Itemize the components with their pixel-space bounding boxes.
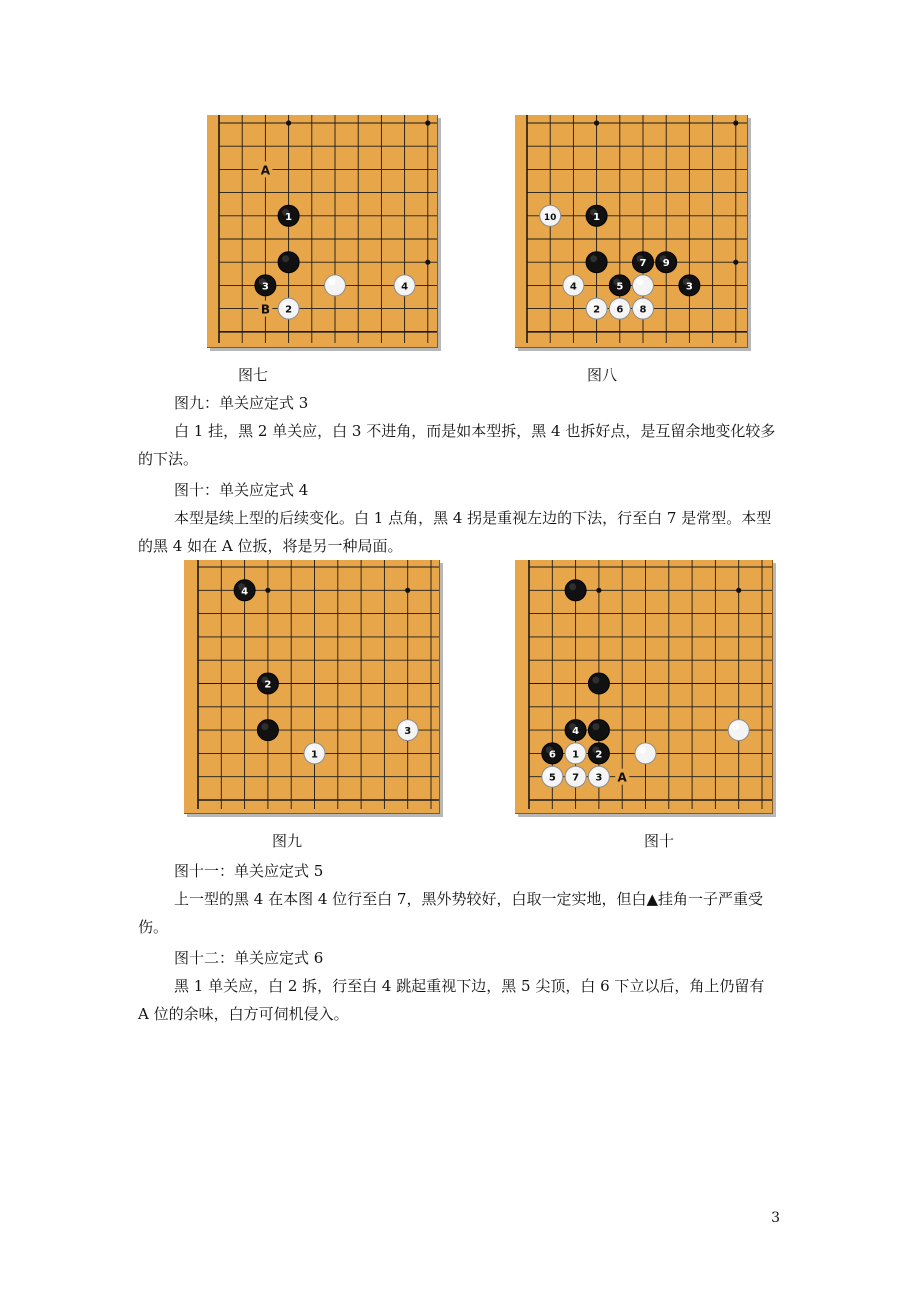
stone-move-number: 5 [616, 281, 624, 293]
board-svg [184, 560, 439, 813]
stone-highlight [639, 746, 646, 753]
white-stone [633, 275, 654, 296]
stone-move-number: 2 [595, 749, 603, 761]
star-point [265, 588, 270, 593]
stone-move-number: 4 [572, 726, 580, 738]
black-stone [565, 580, 586, 601]
board-svg [515, 115, 747, 347]
stone-move-number: 9 [662, 258, 670, 270]
stone-move-number: 4 [569, 281, 577, 293]
stone-highlight [261, 723, 268, 730]
stone-move-number: 1 [285, 211, 293, 223]
star-point [405, 588, 410, 593]
stone-highlight [569, 583, 576, 590]
stone-move-number: 3 [261, 281, 269, 293]
star-point [733, 260, 738, 265]
stone-move-number: 3 [685, 281, 693, 293]
stone-move-number: 3 [404, 726, 412, 738]
white-stone [728, 720, 749, 741]
star-point [425, 120, 430, 125]
stone-move-number: 1 [593, 211, 601, 223]
board-mark-label: A [260, 163, 271, 178]
white-stone [635, 743, 656, 764]
white-stone [325, 275, 346, 296]
black-stone [278, 252, 299, 273]
stone-highlight [329, 278, 336, 285]
stone-move-number: 7 [572, 772, 580, 784]
heading-figure-11: 图十一：单关应定式 5 [174, 862, 324, 880]
stone-move-number: 4 [401, 281, 409, 293]
paragraph-figure-12: 黑 1 单关应，白 2 拆，行至白 4 跳起重视下边，黑 5 尖顶，白 6 下立以后，角上仍留有 A 位的余味，白方可伺机侵入。 [138, 977, 765, 1023]
figure-7-caption: 图七 [238, 366, 269, 384]
page-number: 3 [771, 1210, 780, 1226]
stone-move-number: 6 [548, 749, 556, 761]
board-mark-label: A [617, 770, 627, 785]
stone-highlight [732, 723, 739, 730]
stone-move-number: 6 [616, 304, 624, 316]
stone-move-number: 5 [548, 772, 556, 784]
star-point [733, 120, 738, 125]
board-mark-label: B [260, 302, 270, 317]
paragraph-figure-11: 上一型的黑 4 在本图 4 位行至白 7，黑外势较好，白取一定实地，但白▲挂角一子严重受伤。 [138, 890, 764, 936]
figure-9-caption: 图九 [272, 832, 303, 850]
paragraph-figure-10: 本型是续上型的后续变化。白 1 点角，黑 4 拐是重视左边的下法，行至白 7 是常型。本型的黑 4 如在 A 位扳，将是另一种局面。 [138, 509, 772, 555]
stone-move-number: 2 [593, 304, 601, 316]
heading-figure-12: 图十二：单关应定式 6 [174, 949, 324, 967]
stone-highlight [590, 255, 597, 262]
board-svg [515, 560, 772, 813]
star-point [596, 588, 601, 593]
stone-move-number: 3 [595, 772, 603, 784]
stone-move-number: 7 [639, 258, 647, 270]
black-stone [588, 720, 609, 741]
stone-highlight [592, 723, 599, 730]
stone-move-number: 10 [543, 212, 557, 223]
stone-move-number: 8 [639, 304, 647, 316]
black-stone [588, 673, 609, 694]
go-board-figure-8 [515, 115, 748, 348]
stone-move-number: 4 [241, 586, 249, 598]
star-point [425, 260, 430, 265]
go-board-figure-9 [184, 560, 440, 814]
stone-highlight [637, 278, 644, 285]
stone-highlight [282, 255, 289, 262]
go-board-figure-7 [207, 115, 438, 348]
stone-move-number: 1 [572, 749, 580, 761]
heading-figure-10: 图十：单关应定式 4 [174, 481, 309, 499]
stone-highlight [592, 677, 599, 684]
stone-move-number: 2 [285, 304, 293, 316]
star-point [594, 120, 599, 125]
figure-10-caption: 图十 [644, 832, 675, 850]
stone-move-number: 1 [311, 749, 318, 761]
star-point [286, 120, 291, 125]
figure-8-caption: 图八 [587, 366, 618, 384]
black-stone [257, 720, 278, 741]
heading-figure-9: 图九：单关应定式 3 [174, 394, 309, 412]
stone-move-number: 2 [264, 679, 272, 691]
go-board-figure-10 [515, 560, 773, 814]
star-point [736, 588, 741, 593]
board-svg [207, 115, 437, 347]
black-stone [586, 252, 607, 273]
paragraph-figure-9: 白 1 挂，黑 2 单关应，白 3 不进角，而是如本型拆，黑 4 也拆好点，是互留余地变化较多的下法。 [138, 422, 776, 468]
